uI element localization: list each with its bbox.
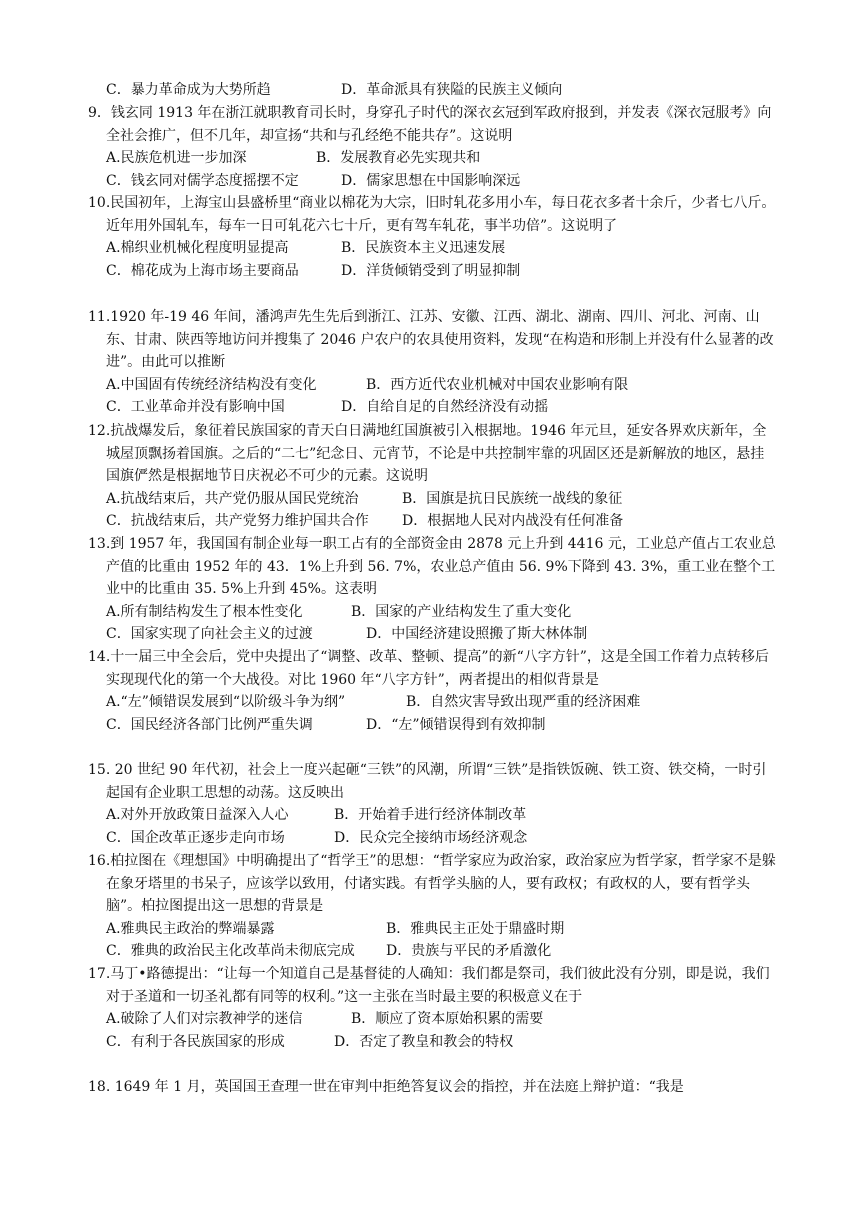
question-10 [88, 192, 778, 282]
q11-stem: 11.1920 年-19 46 年间，潘鸿声先生先后到浙江、江苏、安徽、江西、湖北、湖南、四川、河北、河南、山东、甘肃、陕西等地访问并搜集了 2046 户农户的农具使用资料，发现“在构造和形制上并没有什么显著的改进”。由此可以推断 [88, 309, 774, 371]
q13-option-a: A.所有制结构发生了根本性变化 [106, 603, 303, 620]
q14-option-b: B．自然灾害导致出现严重的经济困难 [406, 694, 641, 711]
q11-option-a: A.中国固有传统经济结构没有变化 [106, 376, 317, 393]
q10-option-b: B．民族资本主义迅速发展 [341, 240, 506, 257]
q12-option-b: B．国旗是抗日民族统一战线的象征 [402, 490, 623, 507]
q13-option-b: B．国家的产业结构发生了重大变化 [351, 603, 572, 620]
q9-option-d: D．儒家思想在中国影响深远 [341, 172, 521, 189]
question-8-options [88, 79, 778, 102]
q16-option-c: C．雅典的政治民主化改革尚未彻底完成 [106, 943, 355, 960]
q12-option-d: D．根据地人民对内战没有任何准备 [402, 513, 624, 530]
q17-option-d: D．否定了教皇和教会的特权 [334, 1033, 514, 1050]
q14-stem: 14.十一届三中全会后，党中央提出了“调整、改革、整顿、提高”的新“八字方针”，这是全国工作着力点转移后实现现代化的第一个大战役。对比 1960 年“八字方针”，两者提出的相似背景是 [88, 649, 769, 688]
q17-option-a: A.破除了人们对宗教神学的迷信 [106, 1011, 303, 1028]
q10-stem: 10.民国初年，上海宝山县盛桥里“商业以棉花为大宗，旧时轧花多用小车，每日花衣多者十余斤，少者七八斤。近年用外国轧车，每车一日可轧花六七十斤，更有驾车轧花，事半功倍”。这说明了 [88, 195, 776, 234]
question-11 [88, 306, 778, 419]
question-16 [88, 850, 778, 963]
q16-option-b: B．雅典民主正处于鼎盛时期 [386, 920, 565, 937]
q9-stem: 9．钱玄同 1913 年在浙江就职教育司长时，身穿孔子时代的深衣玄冠到军政府报到，并发表《深衣冠服考》向全社会推广，但不几年，却宣扬“共和与孔经绝不能共存”。这说明 [88, 105, 772, 144]
q8-option-d: D．革命派具有狭隘的民族主义倾向 [341, 82, 563, 98]
question-9 [88, 102, 778, 192]
q8-option-c: C．暴力革命成为大势所趋 [106, 82, 271, 98]
q11-option-c: C．工业革命并没有影响中国 [106, 399, 285, 416]
q9-option-b: B．发展教育必先实现共和 [316, 150, 481, 167]
q15-option-d: D．民众完全接纳市场经济观念 [334, 829, 528, 846]
q11-option-b: B．西方近代农业机械对中国农业影响有限 [366, 376, 629, 393]
question-12 [88, 420, 778, 533]
q13-stem: 13.到 1957 年，我国国有制企业每一职工占有的全部资金由 2878 元上升到 4416 元，工业总产值占工农业总产值的比重由 1952 年的 43．1%上升到 56. 7%，农业总产值由 56. 9%下降到 43. 3%，重工业在整个工业中的比重由 35. 5%上升到 45%。这表明 [88, 536, 776, 598]
q14-option-d: D．“左”倾错误得到有效抑制 [366, 716, 546, 733]
q13-option-d: D．中国经济建设照搬了斯大林体制 [366, 626, 588, 643]
q17-option-c: C．有利于各民族国家的形成 [106, 1033, 285, 1050]
question-14 [88, 646, 778, 736]
q15-stem: 15. 20 世纪 90 年代初，社会上一度兴起砸“三铁”的风潮，所谓“三铁”是指铁饭碗、铁工资、铁交椅，一时引起国有企业职工思想的动荡。这反映出 [88, 762, 767, 801]
q12-option-c: C．抗战结束后，共产党努力维护国共合作 [106, 513, 369, 530]
q10-option-d: D．洋货倾销受到了明显抑制 [341, 262, 521, 279]
q16-stem: 16.柏拉图在《理想国》中明确提出了“哲学王”的思想：“哲学家应为政治家，政治家应为哲学家，哲学家不是躲在象牙塔里的书呆子，应该学以致用，付诸实践。有哲学头脑的人，要有政权；有政权的人，要有哲学头脑”。柏拉图提出这一思想的背景是 [88, 853, 776, 915]
q18-stem: 18. 1649 年 1 月，英国国王查理一世在审判中拒绝答复议会的指控，并在法庭上辩护道：“我是 [88, 1079, 684, 1095]
q15-option-c: C．国企改革正逐步走向市场 [106, 829, 285, 846]
q14-option-c: C．国民经济各部门比例严重失调 [106, 716, 313, 733]
question-18 [88, 1076, 778, 1099]
q10-option-a: A.棉织业机械化程度明显提高 [106, 240, 289, 257]
q10-option-c: C．棉花成为上海市场主要商品 [106, 262, 299, 279]
q17-stem: 17.马丁•路德提出：“让每一个知道自己是基督徒的人确知：我们都是祭司，我们彼此没有分别，即是说，我们对于圣道和一切圣礼都有同等的权利。”这一主张在当时最主要的积极意义在于 [88, 966, 770, 1005]
q15-option-b: B．开始着手进行经济体制改革 [334, 807, 527, 824]
q11-option-d: D．自给自足的自然经济没有动摇 [341, 399, 549, 416]
question-17 [88, 963, 778, 1053]
q17-option-b: B．顺应了资本原始积累的需要 [351, 1011, 544, 1028]
q9-option-a: A.民族危机进一步加深 [106, 150, 247, 167]
q12-option-a: A.抗战结束后，共产党仍服从国民党统治 [106, 490, 359, 507]
q14-option-a: A.“左”倾错误发展到“以阶级斗争为纲” [106, 694, 346, 711]
q15-option-a: A.对外开放政策日益深入人心 [106, 807, 289, 824]
q12-stem: 12.抗战爆发后，象征着民族国家的青天白日满地红国旗被引入根据地。1946 年元旦，延安各界欢庆新年，全城屋顶飘扬着国旗。之后的“二七”纪念日、元宵节，不论是中共控制牢靠的巩固区还是新解放的地区，悬挂国旗俨然是根据地节日庆祝必不可少的元素。这说明 [88, 423, 767, 485]
question-15 [88, 759, 778, 849]
q9-option-c: C．钱玄同对儒学态度摇摆不定 [106, 172, 299, 189]
question-13 [88, 533, 778, 646]
q16-option-a: A.雅典民主政治的弊端暴露 [106, 920, 275, 937]
q13-option-c: C．国家实现了向社会主义的过渡 [106, 626, 313, 643]
q16-option-d: D．贵族与平民的矛盾激化 [386, 943, 552, 960]
